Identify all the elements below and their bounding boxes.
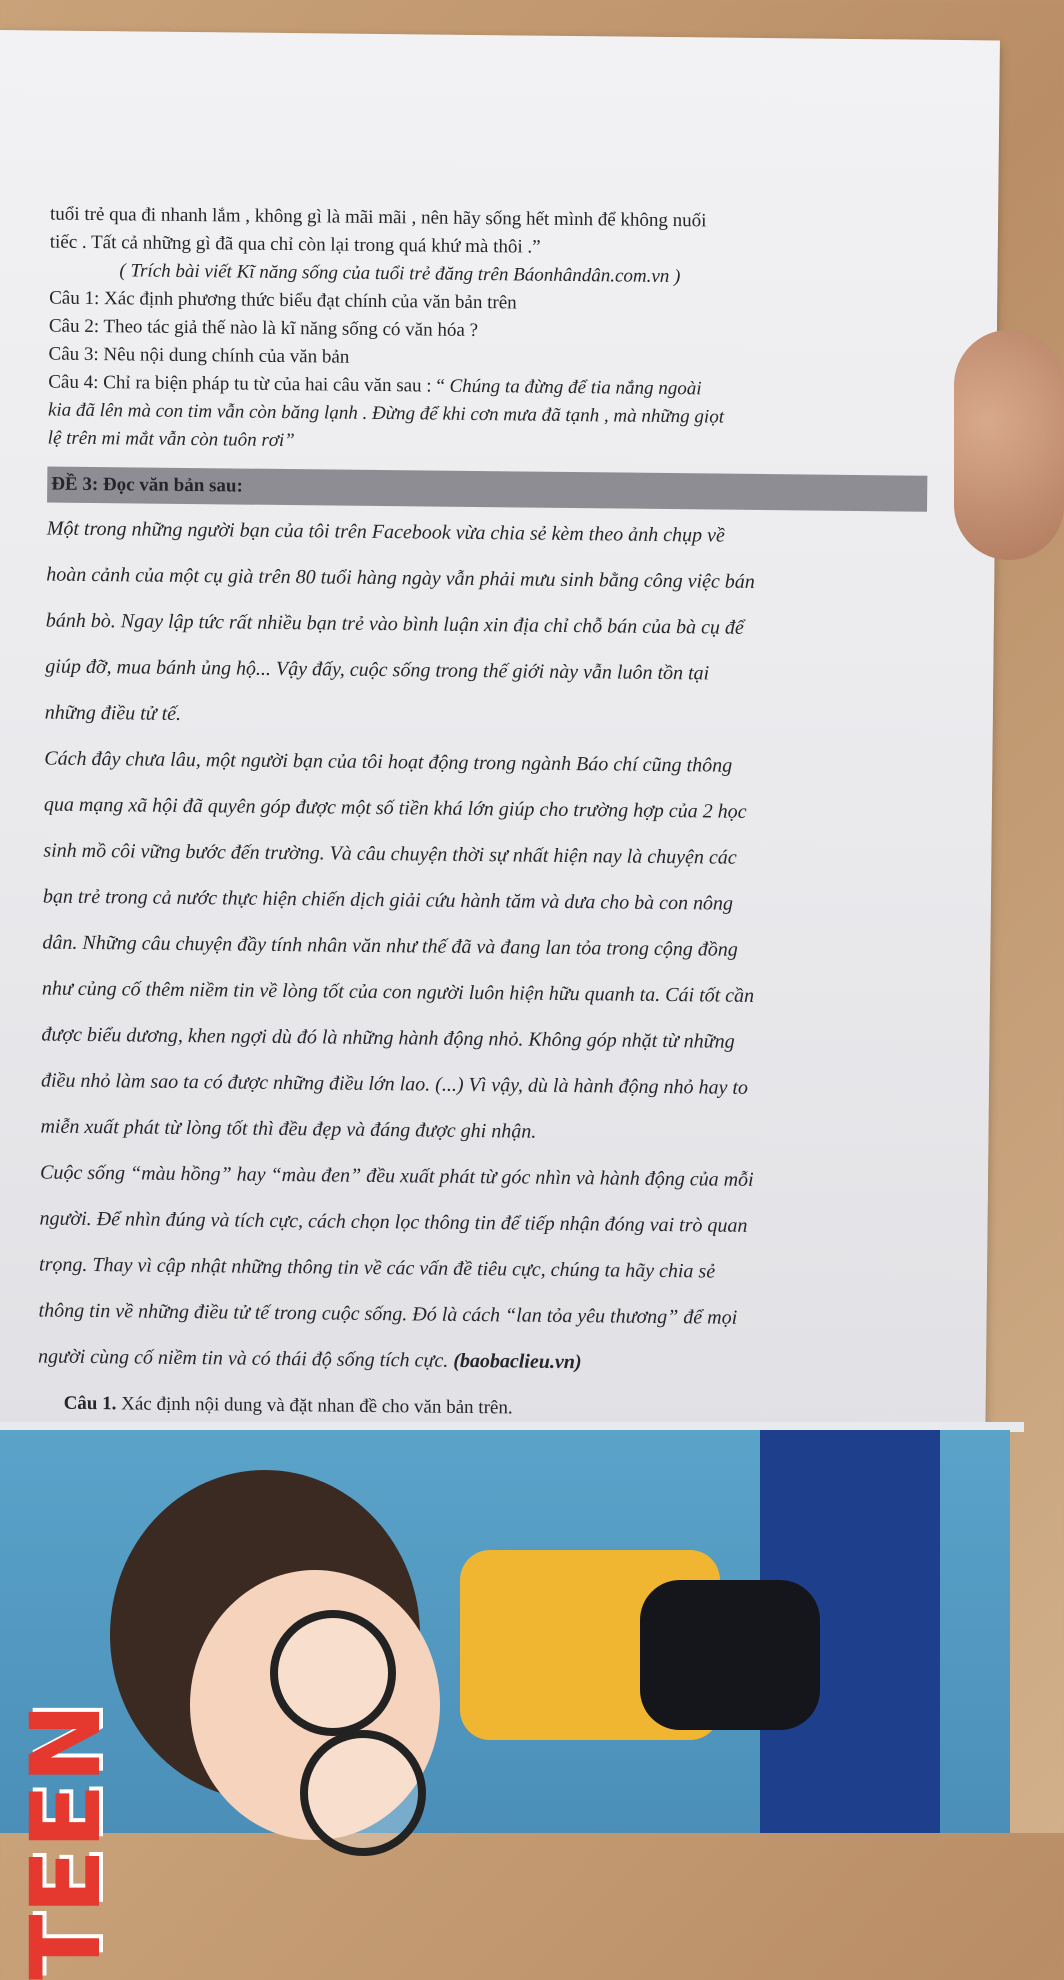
text-line-end: người cùng cố niềm tin và có thái độ sống tích cực.	[37, 1345, 454, 1372]
paragraph-2	[40, 739, 924, 1156]
text-line: bạn trẻ trong cả nước thực hiện chiến dịch giải cứu hành tăm và dưa cho bà con nông	[42, 885, 734, 915]
question-1: Câu 1: Xác định phương thức biểu đạt chính của văn bản trên	[49, 287, 517, 314]
question-4-prefix: Câu 4: Chỉ ra biện pháp tu từ của hai câu văn sau : “	[48, 371, 445, 397]
text-line: được biểu dương, khen ngợi dù đó là những hành động nhỏ. Không góp nhặt từ những	[41, 1023, 735, 1053]
cover-logo: TEEN	[10, 1703, 122, 1980]
document-page	[0, 30, 1000, 1440]
text-line: sinh mồ côi vững bước đến trường. Và câu chuyện thời sự nhất hiện nay là chuyện các	[43, 839, 737, 869]
intro-line: tuổi trẻ qua đi nhanh lắm , không gì là mãi mãi , nên hãy sống hết mình để không nuối	[49, 203, 707, 232]
text-line: Cách đây chưa lâu, một người bạn của tôi hoạt động trong ngành Báo chí cũng thông	[44, 747, 733, 777]
text-line: như củng cố thêm niềm tin về lòng tốt của con người luôn hiện hữu quanh ta. Cái tốt cần	[41, 977, 755, 1007]
question-3: Câu 3: Nêu nội dung chính của văn bản	[48, 343, 350, 368]
text-line: Cuộc sống “màu hồng” hay “màu đen” đều xuất phát từ góc nhìn và hành động của mỗi	[39, 1161, 754, 1191]
text-line: Một trong những người bạn của tôi trên Facebook vừa chia sẻ kèm theo ảnh chụp về	[46, 517, 725, 547]
text-line: dân. Những câu chuyện đầy tính nhân văn như thế đã và đang lan tỏa trong cộng đồng	[42, 931, 738, 961]
section-heading: ĐỀ 3: Đọc văn bản sau:	[47, 467, 927, 512]
text-line: bánh bò. Ngay lập tức rất nhiều bạn trẻ vào bình luận xin địa chỉ chỗ bán của bà cụ để	[45, 609, 744, 639]
source-citation: (baobaclieu.vn)	[453, 1349, 582, 1374]
exercise-question-1-text: Xác định nội dung và đặt nhan đề cho văn bản trên.	[116, 1393, 513, 1419]
text-line: những điều tử tế.	[44, 701, 182, 725]
glasses-left	[270, 1610, 396, 1736]
finger	[954, 330, 1064, 560]
question-2: Câu 2: Theo tác giả thế nào là kĩ năng sống có văn hóa ?	[48, 315, 479, 342]
question-4-quote-line: kia đã lên mà con tim vẫn còn băng lạnh . Đừng để khi cơn mưa đã tạnh , mà những giọt	[47, 399, 725, 428]
paragraph-3	[38, 1152, 920, 1385]
cartoon-skirt	[640, 1580, 820, 1730]
text-line: người. Để nhìn đúng và tích cực, cách chọn lọc thông tin để tiếp nhận đóng vai trò quan	[39, 1207, 748, 1237]
text-line: thông tin về những điều tử tế trong cuộc sống. Đó là cách “lan tỏa yêu thương” để mọi	[38, 1299, 738, 1329]
text-line: trọng. Thay vì cập nhật những thông tin về các vấn đề tiêu cực, chúng ta hãy chia sẻ	[38, 1253, 716, 1283]
text-line: điều nhỏ làm sao ta có được những điều lớn lao. (...) Vì vậy, dù là hành động nhỏ hay to	[40, 1069, 749, 1099]
text-line: hoàn cảnh của một cụ già trên 80 tuổi hàng ngày vẫn phải mưu sinh bằng công việc bán	[46, 563, 755, 593]
intro-line: tiếc . Tất cả những gì đã qua chỉ còn lại trong quá khứ mà thôi .”	[49, 231, 541, 258]
question-4-quote-line: lệ trên mi mắt vẫn còn tuôn rơi”	[47, 427, 295, 452]
book-cover	[0, 1430, 1010, 1980]
question-4-quote: Chúng ta đừng để tia nắng ngoài	[444, 375, 702, 400]
text-line: giúp đỡ, mua bánh ủng hộ... Vậy đấy, cuộc sống trong thế giới này vẫn luôn tồn tại	[45, 655, 710, 685]
citation: ( Trích bài viết Kĩ năng sống của tuổi trẻ đăng trên Báonhândân.com.vn )	[119, 260, 681, 288]
text-line: miễn xuất phát từ lòng tốt thì đều đẹp và đáng được ghi nhận.	[40, 1115, 537, 1143]
text-line: qua mạng xã hội đã quyên góp được một số tiền khá lớn giúp cho trường hợp của 2 học	[43, 793, 747, 823]
document-content	[37, 201, 930, 1478]
glasses-right	[300, 1730, 426, 1856]
text-line	[38, 1336, 918, 1385]
paragraph-1	[45, 509, 927, 742]
exercise-question-1-label: Câu 1.	[63, 1392, 117, 1415]
